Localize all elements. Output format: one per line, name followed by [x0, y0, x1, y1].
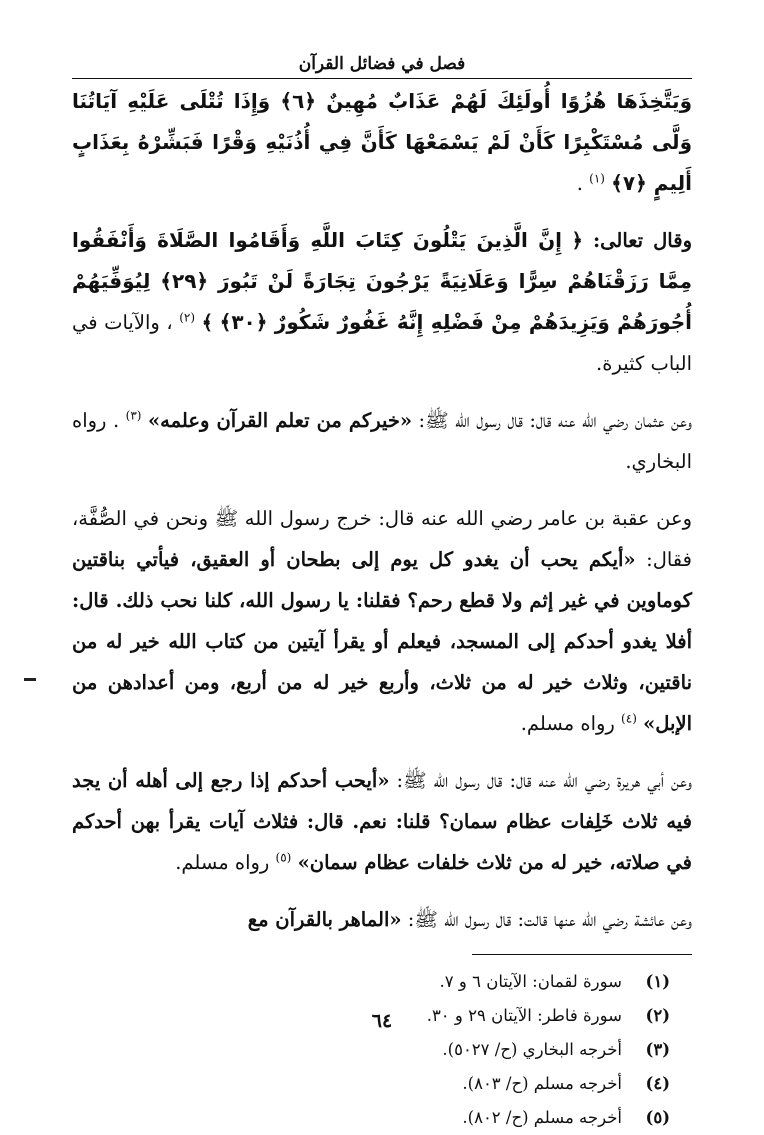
footnote-ref-2[interactable]: (٢) — [179, 310, 196, 325]
spacer — [72, 204, 692, 220]
footnote-ref-3[interactable]: (٣) — [125, 408, 142, 423]
quran-verses-fatir: إِنَّ الَّذِينَ يَتْلُونَ كِتَابَ اللَّهِ وَأَقَامُوا الصَّلَاةَ وَأَنْفَقُوا مِمَّا رَزَقْنَاهُمْ سِرًّا وَعَلَانِيَةً يَرْجُونَ تِجَارَةً لَنْ تَبُورَ ﴿٢٩﴾ لِيُوَفِّيَهُمْ أُجُورَهُمْ وَيَزِيدَهُمْ مِنْ فَضْلِهِ إِنَّهُ غَفُورٌ شَكُورٌ ﴿٣٠﴾ — [72, 228, 693, 334]
footnote-ref-4[interactable]: (٤) — [621, 711, 637, 726]
footnote-text: سورة لقمان: الآيتان ٦ و ٧. — [439, 972, 622, 991]
abu-hurayra-hadith-paragraph — [72, 760, 692, 883]
footnote-number: (٥) — [645, 1108, 670, 1127]
footnote-number: (٣) — [645, 1040, 670, 1059]
footnote-number: (١) — [645, 972, 670, 991]
margin-mark — [24, 678, 36, 681]
para2-close: ﴾ — [201, 311, 214, 334]
para3-hadith: «خيركم من تعلم القرآن وعلمه» — [147, 409, 413, 432]
aisha-hadith-paragraph — [72, 899, 692, 940]
footnote-ref-1[interactable]: (١) — [589, 171, 605, 186]
footnote-divider — [472, 954, 692, 955]
para6-lead: وعن عائشة رضي الله عنها قالت: قال رسول الله ﷺ: — [401, 908, 692, 931]
uthman-hadith-paragraph — [72, 400, 692, 482]
footnote-item — [72, 1101, 670, 1135]
para3-lead: وعن عثمان رضي الله عنه قال: قال رسول الله ﷺ: — [412, 409, 692, 432]
footnote-item — [72, 1067, 670, 1101]
footnote-number: (٢) — [645, 1006, 670, 1025]
para4-lead: وعن عقبة بن عامر رضي الله عنه قال: خرج رسول الله ﷺ ونحن في الصُّفَّة، فقال: — [72, 507, 692, 571]
page-number: ٦٤ — [371, 1010, 393, 1032]
intro-verses-paragraph — [72, 81, 692, 204]
para4-hadith: «أيكم يحب أن يغدو كل يوم إلى بطحان أو العقيق، فيأتي بناقتين كوماوين في غير إثم ولا قطع رحم؟ فقلنا: يا رسول الله، كلنا نحب ذلك. قال: أفلا يغدو أحدكم إلى المسجد، فيعلم أو يقرأ آيتين من كتاب الله خير له من ناقتين، وثلاث خير له من ثلاث، وأربع خير له من أربع، ومن أعدادهن من الإبل» — [72, 548, 692, 735]
footnote-text: أخرجه البخاري (ح/ ٥٠٢٧). — [442, 1040, 622, 1059]
fatir-verses-paragraph — [72, 220, 692, 384]
intro-end: . — [576, 172, 583, 195]
footnote-ref-5[interactable]: (٥) — [275, 850, 292, 865]
spacer — [72, 482, 692, 498]
footnote-text: أخرجه مسلم (ح/ ٨٠٢). — [462, 1108, 622, 1127]
spacer — [72, 384, 692, 400]
para5-hadith: «أيحب أحدكم إذا رجع إلى أهله أن يجد فيه ثلاث خَلِفات عظام سمان؟ قلنا: نعم. قال: فثلاث آيات يقرأ بهن أحدكم في صلاته، خير له من ثلاث خلفات عظام سمان» — [72, 769, 692, 874]
book-page — [72, 54, 692, 1135]
uqba-hadith-paragraph — [72, 498, 692, 744]
para5-tail: رواه مسلم. — [175, 851, 270, 874]
spacer — [72, 883, 692, 899]
para5-lead: وعن أبي هريرة رضي الله عنه قال: قال رسول الله ﷺ: — [389, 769, 692, 792]
footnote-text: سورة فاطر: الآيتان ٢٩ و ٣٠. — [426, 1006, 622, 1025]
para2-lead: وقال تعالى: ﴿ — [571, 229, 692, 252]
footnote-number: (٤) — [645, 1074, 670, 1093]
footnote-item — [72, 1033, 670, 1067]
quran-verses-luqman: وَيَتَّخِذَهَا هُزُوًا أُولَئِكَ لَهُمْ عَذَابٌ مُهِينٌ ﴿٦﴾ وَإِذَا تُتْلَى عَلَيْهِ آيَاتُنَا وَلَّى مُسْتَكْبِرًا كَأَنْ لَمْ يَسْمَعْهَا كَأَنَّ فِي أُذُنَيْهِ وَقْرًا فَبَشِّرْهُ بِعَذَابٍ أَلِيمٍ ﴿٧﴾ — [72, 89, 692, 195]
para6-hadith: «الماهر بالقرآن مع — [247, 908, 402, 931]
para3-tail: . رواه البخاري. — [72, 409, 692, 473]
para4-tail: رواه مسلم. — [520, 712, 615, 735]
footnotes — [72, 965, 692, 1135]
para2-tail: ، والآيات في الباب كثيرة. — [72, 311, 692, 375]
spacer — [72, 744, 692, 760]
footnote-text: أخرجه مسلم (ح/ ٨٠٣). — [462, 1074, 622, 1093]
running-header: فصل في فضائل القرآن — [72, 54, 692, 79]
footnote-item — [72, 965, 670, 999]
